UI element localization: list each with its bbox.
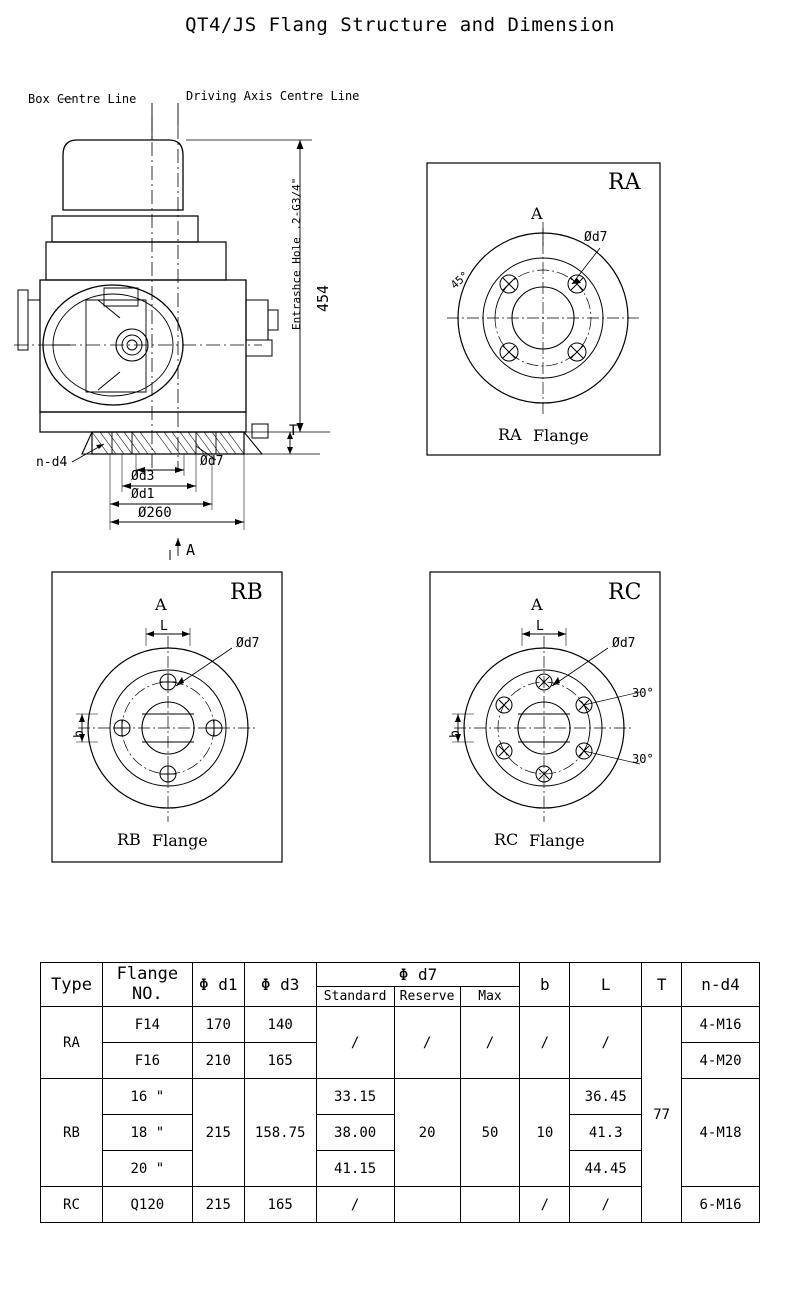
header-phi-d3: Φ d3 (244, 963, 316, 1007)
cell-standard: 41.15 (316, 1151, 394, 1187)
flange-rc-axis-label: A (531, 595, 543, 614)
cell-d3: 140 (244, 1007, 316, 1043)
cell-l: 36.45 (570, 1079, 642, 1115)
cell-d3: 165 (244, 1187, 316, 1223)
cell-standard: / (316, 1187, 394, 1223)
header-phi-d7: Φ d7 (316, 963, 520, 987)
flange-ra-hole-label: Ød7 (584, 230, 608, 245)
cell-l: 41.3 (570, 1115, 642, 1151)
label-od3: Ød3 (131, 469, 155, 484)
label-entrance-hole: Entrashce Hole .2-G3/4" (290, 177, 303, 330)
label-t: T (289, 423, 298, 439)
flange-rb-caption-code: RB (117, 830, 141, 849)
flange-ra-angle: 45° (448, 268, 472, 292)
flange-rb-dim-b: b (72, 730, 87, 738)
label-o260: Ø260 (138, 505, 172, 521)
cell-standard: 38.00 (316, 1115, 394, 1151)
flange-rb-axis-label: A (155, 595, 167, 614)
cell-nd4: 6-M16 (682, 1187, 760, 1223)
cell-flange-no: F16 (102, 1043, 192, 1079)
cell-b: / (520, 1007, 570, 1079)
flange-rc-caption-word: Flange (529, 831, 585, 850)
cell-b: 10 (520, 1079, 570, 1187)
cell-d1: 215 (192, 1079, 244, 1187)
cell-max: / (460, 1007, 520, 1079)
header-type: Type (41, 963, 103, 1007)
flange-rb-code: RB (230, 580, 263, 605)
label-od1: Ød1 (131, 487, 155, 502)
flange-rc-code: RC (608, 580, 642, 605)
header-max: Max (460, 987, 520, 1007)
cell-flange-no: 20 " (102, 1151, 192, 1187)
table-row (41, 1007, 760, 1043)
header-standard: Standard (316, 987, 394, 1007)
page-title: QT4/JS Flang Structure and Dimension (185, 14, 615, 36)
cell-d1: 170 (192, 1007, 244, 1043)
label-section-a-main: A (186, 541, 196, 559)
flange-ra-caption-code: RA (498, 425, 522, 444)
cell-l: / (570, 1187, 642, 1223)
spec-table (40, 962, 760, 1223)
cell-type-rc: RC (41, 1187, 103, 1223)
label-box-centre-line: Box Centre Line (28, 92, 137, 106)
header-flange-no: Flange NO. (102, 963, 192, 1007)
header-b: b (520, 963, 570, 1007)
label-height-454: 454 (314, 284, 332, 312)
cell-l: / (570, 1007, 642, 1079)
header-l: L (570, 963, 642, 1007)
cell-d3: 165 (244, 1043, 316, 1079)
flange-ra-caption-word: Flange (533, 426, 589, 445)
flange-rc-dim-l: L (536, 619, 544, 634)
header-t: T (642, 963, 682, 1007)
header-phi-d1: Φ d1 (192, 963, 244, 1007)
flange-rb-hole-label: Ød7 (236, 636, 260, 651)
cell-standard: / (316, 1007, 394, 1079)
cell-l: 44.45 (570, 1151, 642, 1187)
flange-rb-dim-l: L (160, 619, 168, 634)
cell-standard: 33.15 (316, 1079, 394, 1115)
label-driving-axis-centre-line: Driving Axis Centre Line (186, 89, 360, 103)
cell-type-ra: RA (41, 1007, 103, 1079)
cell-d3: 158.75 (244, 1079, 316, 1187)
cell-d1: 215 (192, 1187, 244, 1223)
cell-reserve: / (394, 1007, 460, 1079)
flange-rc-caption-code: RC (494, 830, 519, 849)
header-reserve: Reserve (394, 987, 460, 1007)
cell-reserve (394, 1187, 460, 1223)
cell-nd4: 4-M20 (682, 1043, 760, 1079)
cell-nd4: 4-M16 (682, 1007, 760, 1043)
label-od7-main: Ød7 (200, 454, 224, 469)
table-header-row-1 (41, 963, 760, 987)
cell-t: 77 (642, 1007, 682, 1223)
cell-b: / (520, 1187, 570, 1223)
flange-rc-hole-label: Ød7 (612, 636, 636, 651)
cell-flange-no: 18 " (102, 1115, 192, 1151)
flange-rb-caption-word: Flange (152, 831, 208, 850)
cell-reserve: 20 (394, 1079, 460, 1187)
cell-nd4: 4-M18 (682, 1079, 760, 1187)
flange-ra-code: RA (608, 170, 641, 195)
label-n-d4: n-d4 (36, 455, 68, 470)
cell-flange-no: Q120 (102, 1187, 192, 1223)
header-n-d4: n-d4 (682, 963, 760, 1007)
cell-flange-no: F14 (102, 1007, 192, 1043)
cell-d1: 210 (192, 1043, 244, 1079)
flange-rc-dim-b: b (448, 730, 463, 738)
cell-flange-no: 16 " (102, 1079, 192, 1115)
spec-table-wrap (40, 962, 760, 1223)
flange-rc-angle-top: 30° (632, 686, 654, 700)
flange-ra-axis-label: A (531, 204, 543, 223)
cell-max: 50 (460, 1079, 520, 1187)
flange-rc-angle-bottom: 30° (632, 752, 654, 766)
cell-max (460, 1187, 520, 1223)
cell-type-rb: RB (41, 1079, 103, 1187)
